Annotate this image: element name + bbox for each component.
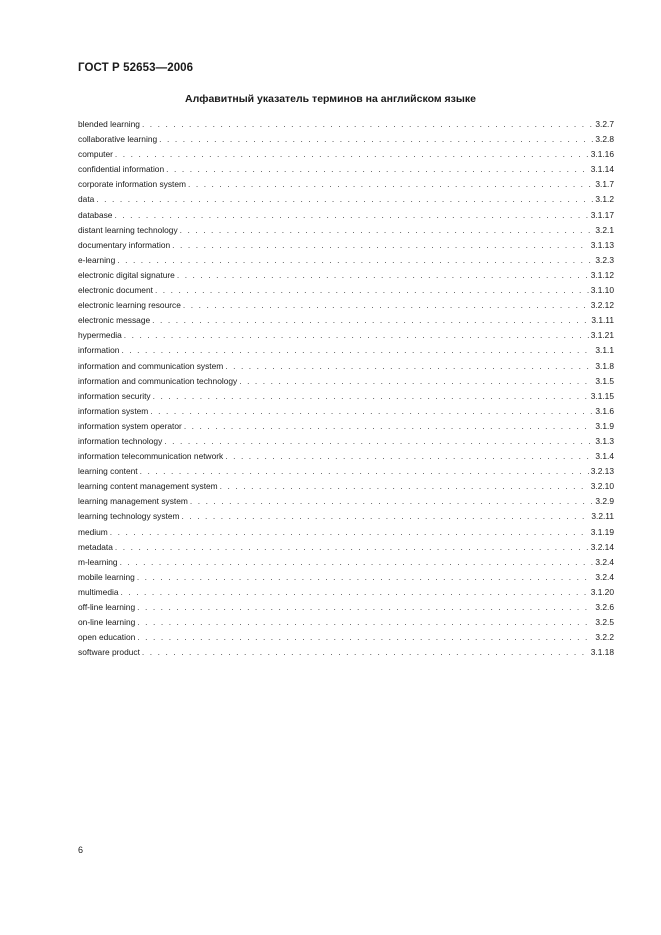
index-clause-ref: 3.2.11 bbox=[591, 511, 614, 522]
index-entry bbox=[78, 300, 614, 315]
index-term: electronic digital signature bbox=[78, 269, 175, 280]
index-term: multimedia bbox=[78, 586, 119, 597]
index-clause-ref: 3.1.11 bbox=[591, 315, 614, 326]
dot-leader bbox=[142, 647, 589, 657]
index-term: learning content bbox=[78, 466, 138, 477]
index-term: database bbox=[78, 209, 113, 220]
index-term: learning management system bbox=[78, 496, 188, 507]
index-clause-ref: 3.1.10 bbox=[590, 285, 614, 296]
dot-leader bbox=[159, 134, 593, 144]
index-clause-ref: 3.2.14 bbox=[590, 541, 614, 552]
index-entry bbox=[78, 194, 614, 209]
index-entry bbox=[78, 330, 614, 345]
index-term: information system bbox=[78, 405, 149, 416]
index-entry bbox=[78, 210, 614, 225]
index-term: learning content management system bbox=[78, 481, 218, 492]
index-clause-ref: 3.2.4 bbox=[595, 556, 614, 567]
index-term: blended learning bbox=[78, 119, 140, 129]
dot-leader bbox=[137, 632, 593, 642]
index-term: information and communication technology bbox=[78, 375, 238, 386]
index-clause-ref: 3.2.5 bbox=[595, 617, 614, 628]
index-term: electronic message bbox=[78, 315, 151, 326]
dot-leader bbox=[188, 179, 593, 189]
index-clause-ref: 3.1.2 bbox=[595, 194, 614, 205]
index-entry bbox=[78, 240, 614, 255]
index-clause-ref: 3.2.13 bbox=[590, 466, 614, 477]
dot-leader bbox=[177, 270, 589, 280]
index-clause-ref: 3.2.7 bbox=[595, 119, 614, 129]
index-entry bbox=[78, 285, 614, 300]
index-clause-ref: 3.2.4 bbox=[595, 571, 614, 582]
index-clause-ref: 3.1.16 bbox=[590, 149, 614, 160]
index-clause-ref: 3.1.6 bbox=[595, 405, 614, 416]
index-term: m-learning bbox=[78, 556, 118, 567]
index-entry bbox=[78, 315, 614, 330]
dot-leader bbox=[180, 225, 594, 235]
index-term: electronic learning resource bbox=[78, 300, 181, 311]
index-clause-ref: 3.1.17 bbox=[590, 209, 614, 220]
index-entry bbox=[78, 587, 614, 602]
index-entry bbox=[78, 134, 614, 149]
index-entry bbox=[78, 255, 614, 270]
index-term: software product bbox=[78, 647, 140, 658]
dot-leader bbox=[96, 194, 593, 204]
index-term: collaborative learning bbox=[78, 134, 158, 145]
dot-leader bbox=[142, 119, 593, 129]
index-entry bbox=[78, 496, 614, 511]
index-entry bbox=[78, 617, 614, 632]
index-clause-ref: 3.1.9 bbox=[595, 420, 614, 431]
index-entry bbox=[78, 179, 614, 194]
index-clause-ref: 3.1.8 bbox=[595, 360, 614, 371]
index-clause-ref: 3.1.12 bbox=[590, 269, 614, 280]
index-term: information security bbox=[78, 390, 151, 401]
index-clause-ref: 3.2.12 bbox=[590, 300, 614, 311]
dot-leader bbox=[114, 210, 588, 220]
dot-leader bbox=[220, 481, 589, 491]
dot-leader bbox=[172, 240, 589, 250]
index-term: medium bbox=[78, 526, 108, 537]
dot-leader bbox=[152, 315, 589, 325]
index-entry bbox=[78, 511, 614, 526]
dot-leader bbox=[137, 572, 594, 582]
page-number: 6 bbox=[78, 845, 84, 855]
page-title: Алфавитный указатель терминов на английском языке bbox=[185, 93, 476, 105]
dot-leader bbox=[183, 300, 589, 310]
index-entry bbox=[78, 391, 614, 406]
dot-leader bbox=[155, 285, 589, 295]
index-clause-ref: 3.1.1 bbox=[595, 345, 614, 356]
index-clause-ref: 3.2.8 bbox=[595, 134, 614, 145]
dot-leader bbox=[115, 542, 589, 552]
index-clause-ref: 3.2.9 bbox=[595, 496, 614, 507]
index-term: metadata bbox=[78, 541, 113, 552]
index-term: learning technology system bbox=[78, 511, 180, 522]
index-entry bbox=[78, 406, 614, 421]
index-entry bbox=[78, 557, 614, 572]
index-entry bbox=[78, 149, 614, 164]
index-entry bbox=[78, 647, 614, 662]
dot-leader bbox=[182, 511, 590, 521]
index-term: data bbox=[78, 194, 95, 205]
index-term: information technology bbox=[78, 435, 163, 446]
index-clause-ref: 3.1.4 bbox=[595, 451, 614, 462]
index-clause-ref: 3.2.2 bbox=[595, 632, 614, 643]
index-entry bbox=[78, 466, 614, 481]
dot-leader bbox=[137, 602, 593, 612]
index-clause-ref: 3.1.7 bbox=[595, 179, 614, 190]
index-term: mobile learning bbox=[78, 571, 135, 582]
dot-leader bbox=[150, 406, 593, 416]
dot-leader bbox=[117, 255, 593, 265]
index-entry bbox=[78, 436, 614, 451]
dot-leader bbox=[164, 436, 593, 446]
index-entry bbox=[78, 451, 614, 466]
index-term: open education bbox=[78, 632, 136, 643]
dot-leader bbox=[124, 330, 589, 340]
index-term: hypermedia bbox=[78, 330, 122, 341]
index-entry bbox=[78, 119, 614, 134]
dot-leader bbox=[137, 617, 593, 627]
index-entry bbox=[78, 602, 614, 617]
index-clause-ref: 3.2.10 bbox=[590, 481, 614, 492]
index-entry bbox=[78, 542, 614, 557]
dot-leader bbox=[153, 391, 589, 401]
dot-leader bbox=[239, 376, 593, 386]
index-clause-ref: 3.2.6 bbox=[595, 602, 614, 612]
dot-leader bbox=[190, 496, 593, 506]
index-term: corporate information system bbox=[78, 179, 186, 190]
index-entry bbox=[78, 481, 614, 496]
index-entry bbox=[78, 527, 614, 542]
index-term: electronic document bbox=[78, 285, 153, 296]
index-entry bbox=[78, 225, 614, 240]
dot-leader bbox=[121, 345, 593, 355]
dot-leader bbox=[121, 587, 589, 597]
dot-leader bbox=[115, 149, 589, 159]
index-clause-ref: 3.1.18 bbox=[590, 647, 614, 658]
index-term: confidential information bbox=[78, 164, 165, 175]
index-term: information telecommunication network bbox=[78, 451, 224, 462]
dot-leader bbox=[110, 527, 589, 537]
index-clause-ref: 3.1.19 bbox=[590, 526, 614, 537]
index-clause-ref: 3.1.20 bbox=[590, 586, 614, 597]
term-index-list bbox=[78, 119, 614, 662]
index-clause-ref: 3.2.3 bbox=[595, 254, 614, 265]
index-term: distant learning technology bbox=[78, 224, 178, 235]
index-entry bbox=[78, 572, 614, 587]
index-clause-ref: 3.1.15 bbox=[590, 390, 614, 401]
index-term: information bbox=[78, 345, 120, 356]
index-entry bbox=[78, 421, 614, 436]
index-clause-ref: 3.2.1 bbox=[595, 224, 614, 235]
index-clause-ref: 3.1.14 bbox=[590, 164, 614, 175]
index-entry bbox=[78, 376, 614, 391]
document-header: ГОСТ Р 52653—2006 bbox=[78, 62, 194, 74]
dot-leader bbox=[140, 466, 589, 476]
index-term: documentary information bbox=[78, 239, 171, 250]
index-term: computer bbox=[78, 149, 113, 160]
index-term: off-line learning bbox=[78, 602, 136, 612]
index-entry bbox=[78, 632, 614, 647]
dot-leader bbox=[225, 451, 593, 461]
index-entry bbox=[78, 164, 614, 179]
index-term: information and communication system bbox=[78, 360, 224, 371]
index-clause-ref: 3.1.13 bbox=[590, 239, 614, 250]
dot-leader bbox=[166, 164, 589, 174]
index-clause-ref: 3.1.21 bbox=[590, 330, 614, 341]
index-entry bbox=[78, 345, 614, 360]
index-term: e-learning bbox=[78, 254, 116, 265]
index-entry bbox=[78, 361, 614, 376]
index-entry bbox=[78, 270, 614, 285]
dot-leader bbox=[225, 361, 593, 371]
dot-leader bbox=[120, 557, 594, 567]
index-clause-ref: 3.1.3 bbox=[595, 435, 614, 446]
index-term: on-line learning bbox=[78, 617, 136, 628]
index-clause-ref: 3.1.5 bbox=[595, 375, 614, 386]
dot-leader bbox=[184, 421, 594, 431]
index-term: information system operator bbox=[78, 420, 182, 431]
